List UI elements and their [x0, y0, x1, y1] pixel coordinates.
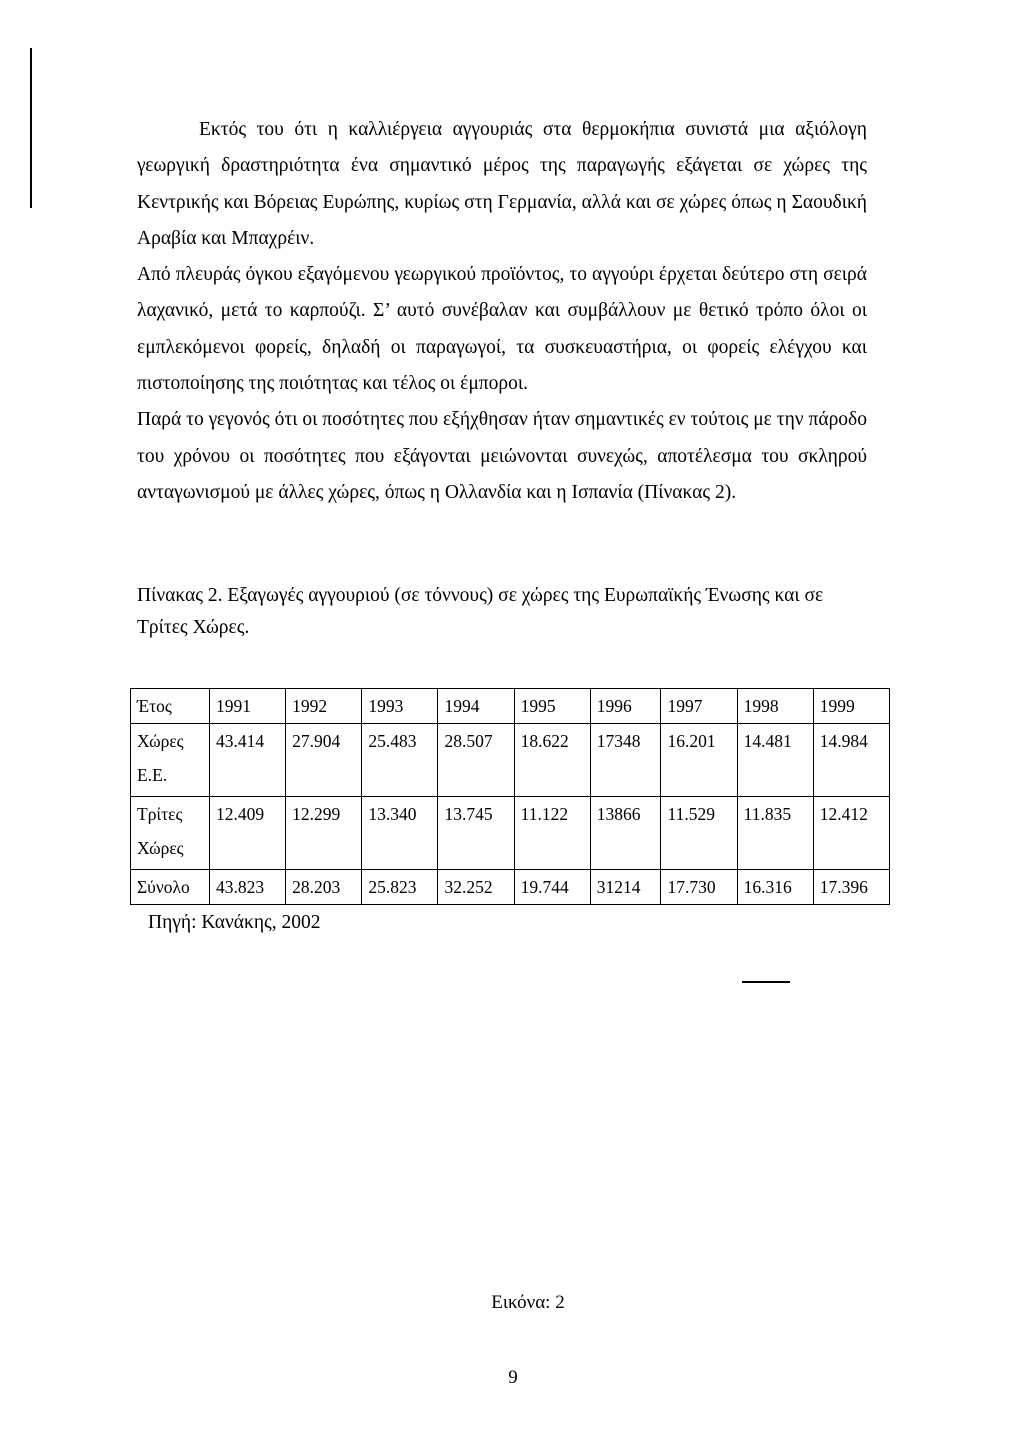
table-cell: 25.823 — [362, 870, 438, 905]
table-cell: 13.340 — [362, 797, 438, 870]
table-cell: 1991 — [210, 689, 286, 724]
table-cell: 31214 — [590, 870, 661, 905]
body-text — [137, 112, 867, 511]
table-cell: Χώρες Ε.Ε. — [131, 724, 210, 797]
table-cell: 1997 — [661, 689, 737, 724]
divider — [742, 981, 790, 983]
exports-table — [130, 688, 890, 905]
paragraph-1: Εκτός του ότι η καλλιέργεια αγγουριάς στα θερμοκήπια συνιστά μια αξιόλογη γεωργική δραστηριότητα ένα σημαντικό μέρος της παραγωγής εξάγεται σε χώρες της Κεντρικής και Βόρειας Ευρώπης, κυρίως στη Γερμανία, αλλά και σε χώρες όπως η Σαουδική Αραβία και Μπαχρέιν. — [137, 119, 867, 249]
table-caption: Πίνακας 2. Εξαγωγές αγγουριού (σε τόννους) σε χώρες της Ευρωπαϊκής Ένωσης και σε Τρίτες Χώρες. — [137, 585, 824, 638]
page-number: 9 — [508, 1367, 518, 1388]
table-cell: 1998 — [737, 689, 813, 724]
table-cell: 17348 — [590, 724, 661, 797]
table-cell: 16.316 — [737, 870, 813, 905]
table-cell: Τρίτες Χώρες — [131, 797, 210, 870]
table-cell: 27.904 — [286, 724, 362, 797]
table-cell: 1994 — [438, 689, 514, 724]
paragraph-2: Από πλευράς όγκου εξαγόμενου γεωργικού προϊόντος, το αγγούρι έρχεται δεύτερο στη σειρά λαχανικό, μετά το καρπούζι. Σ’ αυτό συνέβαλαν και συμβάλλουν με θετικό τρόπο όλοι οι εμπλεκόμενοι φορείς, δηλαδή οι παραγωγοί, τα συσκευαστήρια, οι φορείς ελέγχου και πιστοποίησης της ποιότητας και τέλος οι έμποροι. — [137, 264, 867, 395]
table-cell: 16.201 — [661, 724, 737, 797]
table-cell: Έτος — [131, 689, 210, 724]
table-cell: 25.483 — [362, 724, 438, 797]
table-cell: 32.252 — [438, 870, 514, 905]
table-cell: 17.396 — [813, 870, 889, 905]
table-cell: 1992 — [286, 689, 362, 724]
table-cell: 18.622 — [514, 724, 590, 797]
table-cell: 13.745 — [438, 797, 514, 870]
table-cell: 1999 — [813, 689, 889, 724]
table-source: Πηγή: Κανάκης, 2002 — [148, 912, 321, 933]
table-cell: 13866 — [590, 797, 661, 870]
table-row — [131, 724, 890, 797]
table-cell: 28.203 — [286, 870, 362, 905]
table-cell: 12.299 — [286, 797, 362, 870]
table-cell: 43.823 — [210, 870, 286, 905]
table-cell: 1993 — [362, 689, 438, 724]
margin-line — [30, 48, 32, 208]
table-cell: 14.984 — [813, 724, 889, 797]
table-cell: 43.414 — [210, 724, 286, 797]
table-total-row — [131, 870, 890, 905]
paragraph-3: Παρά το γεγονός ότι οι ποσότητες που εξήχθησαν ήταν σημαντικές εν τούτοις με την πάροδο του χρόνου οι ποσότητες που εξάγονται μειώνονται συνεχώς, αποτέλεσμα του σκληρού ανταγωνισμού με άλλες χώρες, όπως η Ολλανδία και η Ισπανία (Πίνακας 2). — [137, 409, 867, 503]
table-cell: 19.744 — [514, 870, 590, 905]
table-cell: 11.529 — [661, 797, 737, 870]
table-cell: 11.835 — [737, 797, 813, 870]
table-cell: 11.122 — [514, 797, 590, 870]
figure-label: Εικόνα: 2 — [491, 1292, 565, 1313]
table-row — [131, 797, 890, 870]
table-cell: 12.412 — [813, 797, 889, 870]
table-cell: 14.481 — [737, 724, 813, 797]
table-cell: 1995 — [514, 689, 590, 724]
table-header-row — [131, 689, 890, 724]
table-cell: 28.507 — [438, 724, 514, 797]
table-cell: Σύνολο — [131, 870, 210, 905]
table-cell: 17.730 — [661, 870, 737, 905]
table-cell: 1996 — [590, 689, 661, 724]
table-cell: 12.409 — [210, 797, 286, 870]
